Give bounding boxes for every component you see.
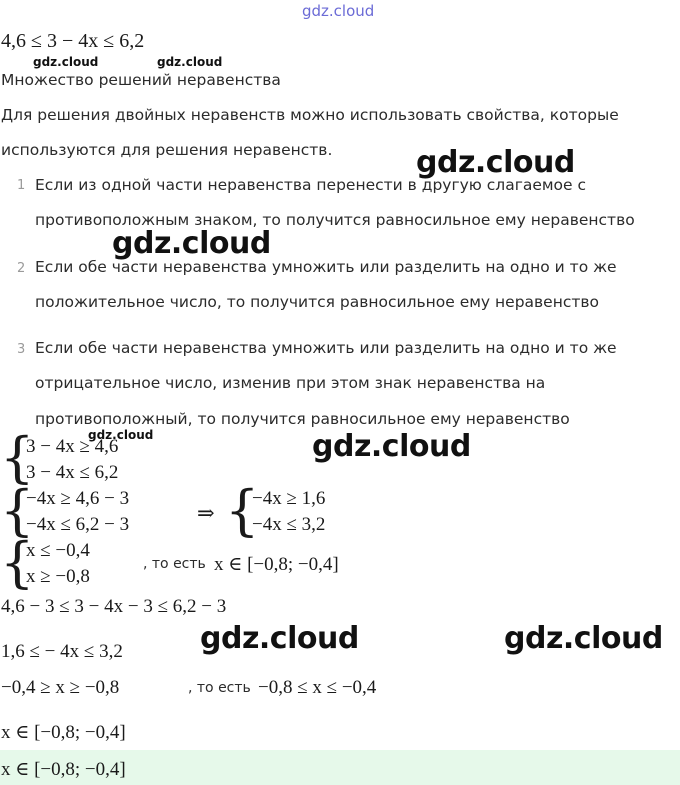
watermark-top: gdz.cloud	[302, 2, 375, 20]
system-line: −4x ≤ 6,2 − 3	[26, 514, 130, 535]
rule-number: 2	[17, 261, 26, 276]
watermark-small: gdz.cloud	[88, 428, 154, 442]
watermark-big: gdz.cloud	[416, 145, 575, 180]
system-line: 3 − 4x ≤ 6,2	[26, 462, 119, 483]
rule-line: отрицательное число, изменив при этом знак неравенства на	[35, 374, 546, 392]
result-line: x ∈ [−0,8; −0,4]	[1, 722, 126, 743]
derivation-line: −0,4 ≥ x ≥ −0,8	[1, 677, 120, 698]
derivation-line: −0,8 ≤ x ≤ −0,4	[258, 677, 377, 698]
system-line: −4x ≤ 3,2	[252, 514, 326, 535]
system-line: x ≤ −0,4	[26, 540, 90, 561]
then-word: , то есть	[143, 556, 206, 572]
implies-arrow: ⇒	[197, 501, 215, 525]
derivation-line: 4,6 − 3 ≤ 3 − 4x − 3 ≤ 6,2 − 3	[1, 596, 227, 617]
watermark-small: gdz.cloud	[33, 55, 99, 69]
interval: x ∈ [−0,8; −0,4]	[214, 554, 339, 575]
system-line: x ≥ −0,8	[26, 566, 90, 587]
system-line: −4x ≥ 1,6	[252, 488, 326, 509]
rule-line: Если обе части неравенства умножить или разделить на одно и то же	[35, 258, 617, 276]
rule-line: Если обе части неравенства умножить или разделить на одно и то же	[35, 339, 617, 357]
derivation-line: 1,6 ≤ − 4x ≤ 3,2	[1, 641, 123, 662]
watermark-big: gdz.cloud	[312, 429, 471, 464]
subtitle: Множество решений неравенства	[1, 71, 281, 89]
system-line: −4x ≥ 4,6 − 3	[26, 488, 130, 509]
system-brace: {	[225, 479, 260, 542]
answer-text: x ∈ [−0,8; −0,4]	[1, 759, 126, 780]
watermark-big: gdz.cloud	[112, 226, 271, 261]
watermark-big: gdz.cloud	[200, 621, 359, 656]
rule-line: положительное число, то получится равносильное ему неравенство	[35, 293, 600, 311]
system-brace: {	[0, 426, 35, 489]
header-inequality: 4,6 ≤ 3 − 4x ≤ 6,2	[1, 30, 145, 52]
rule-line: Если из одной части неравенства перенести в другую слагаемое с	[35, 176, 587, 194]
system-brace: {	[0, 479, 35, 542]
watermark-small: gdz.cloud	[157, 55, 223, 69]
watermark-big: gdz.cloud	[504, 621, 663, 656]
system-brace: {	[0, 531, 35, 594]
rule-number: 3	[17, 342, 26, 357]
rule-number: 1	[17, 178, 26, 193]
rule-line: противоположным знаком, то получится равносильное ему неравенство	[35, 211, 635, 229]
system-line: 3 − 4x ≥ 4,6	[26, 436, 119, 457]
intro-line: используются для решения неравенств.	[1, 141, 333, 159]
intro-line: Для решения двойных неравенств можно использовать свойства, которые	[1, 106, 619, 124]
then-word: , то есть	[188, 680, 251, 696]
rule-line: противоположный, то получится равносильное ему неравенство	[35, 410, 570, 428]
